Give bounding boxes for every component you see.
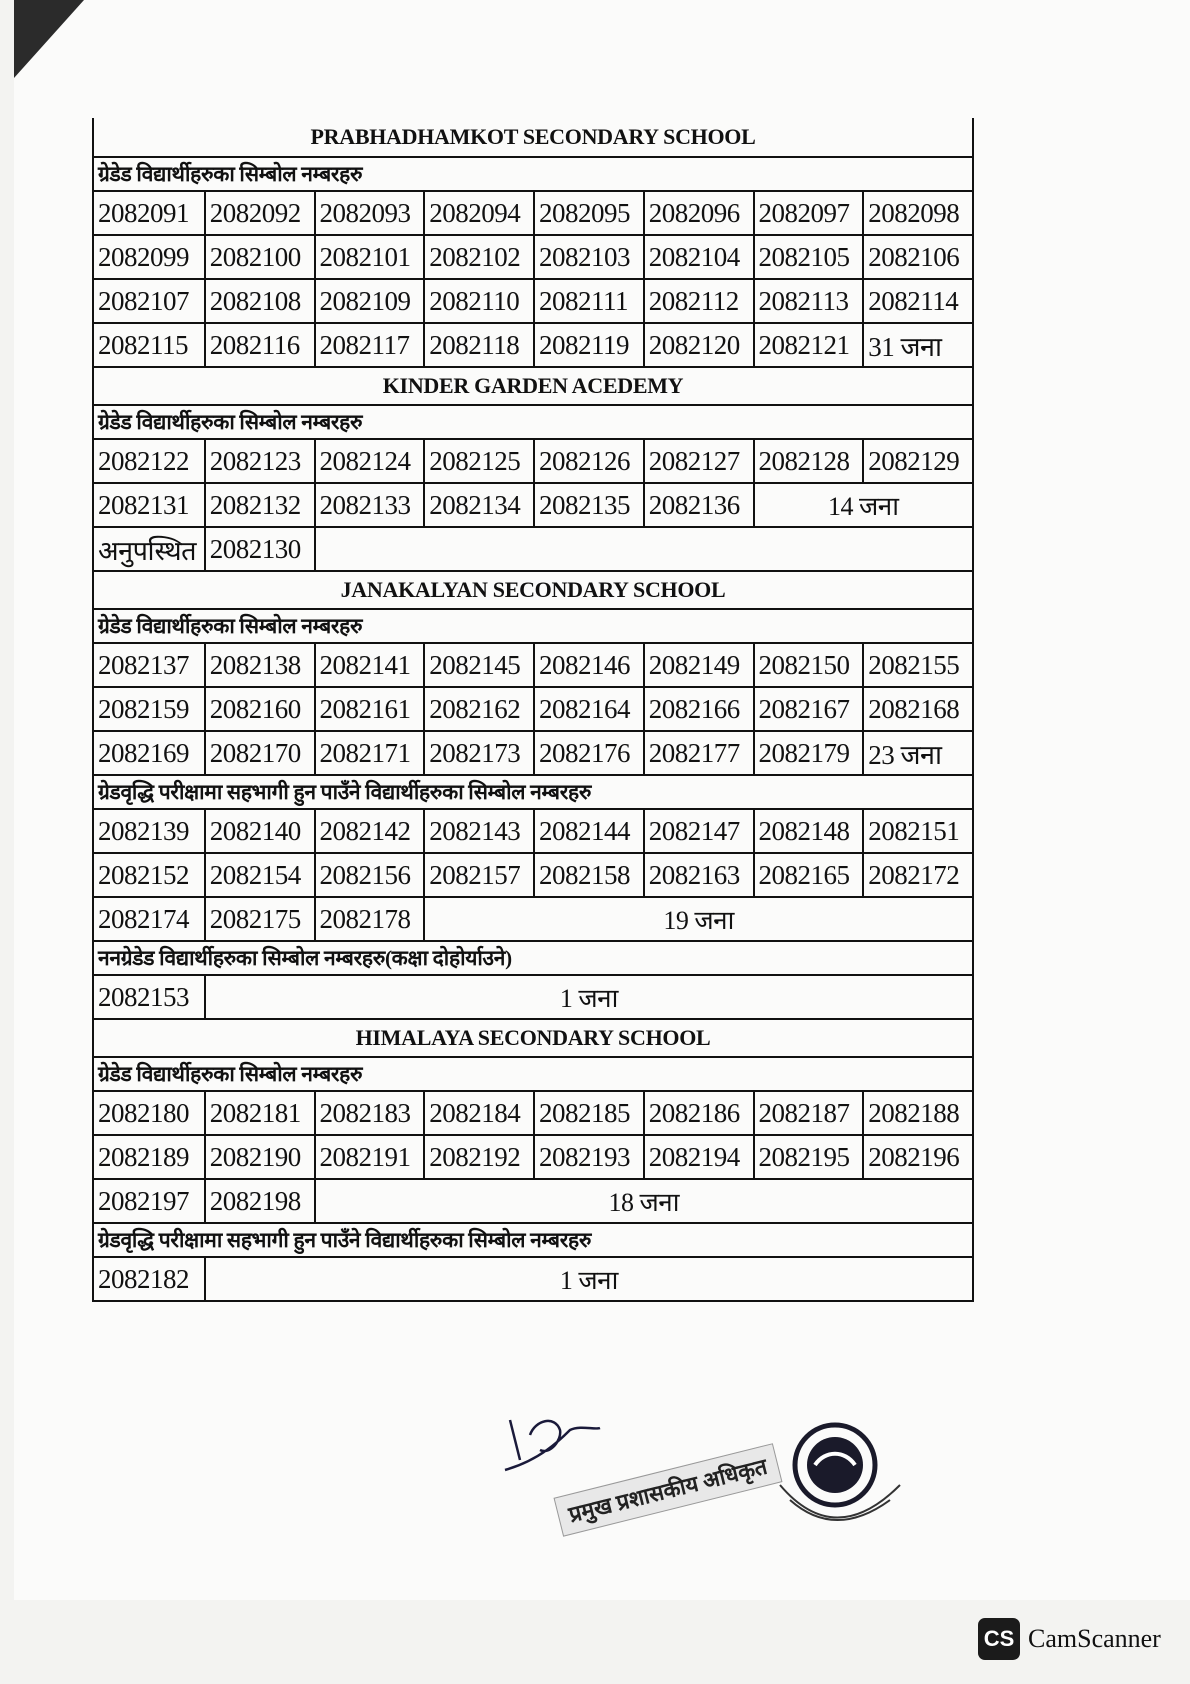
school-title: KINDER GARDEN ACEDEMY bbox=[382, 373, 684, 398]
camscanner-watermark bbox=[978, 1618, 1161, 1660]
symbol-number-cell: 2082103 bbox=[533, 236, 643, 278]
absent-label: अनुपस्थित bbox=[98, 535, 197, 566]
symbol-number-cell: 2082091 bbox=[98, 197, 189, 228]
symbol-number-cell: 2082108 bbox=[204, 280, 314, 322]
symbol-number-cell: 2082116 bbox=[204, 324, 314, 366]
school-title: JANAKALYAN SECONDARY SCHOOL bbox=[340, 577, 726, 602]
symbol-number-cell: 2082111 bbox=[533, 280, 643, 322]
symbol-number-cell: 2082105 bbox=[753, 236, 863, 278]
symbol-number-cell: 2082140 bbox=[204, 810, 314, 852]
count-cell: 19 जना bbox=[423, 898, 972, 940]
symbol-number-cell: 2082179 bbox=[753, 732, 863, 774]
symbol-number-cell: 2082162 bbox=[423, 688, 533, 730]
symbol-number-cell: 2082161 bbox=[314, 688, 424, 730]
table-row bbox=[94, 896, 972, 940]
symbol-number-cell: 2082098 bbox=[862, 192, 972, 234]
symbol-number-cell: 2082134 bbox=[423, 484, 533, 526]
symbol-number-cell: 2082195 bbox=[753, 1136, 863, 1178]
symbol-number-cell: 2082146 bbox=[533, 644, 643, 686]
symbol-number-cell: 2082153 bbox=[98, 981, 189, 1012]
school-title-row bbox=[94, 1018, 972, 1056]
symbol-number-cell: 2082092 bbox=[204, 192, 314, 234]
symbol-number-cell: 2082133 bbox=[314, 484, 424, 526]
symbol-number-cell: 2082114 bbox=[862, 280, 972, 322]
symbol-number-cell: 2082101 bbox=[314, 236, 424, 278]
graded-heading: ग्रेडेड विद्यार्थीहरुका सिम्बोल नम्बरहरु bbox=[98, 614, 363, 638]
symbol-number-cell: 2082141 bbox=[314, 644, 424, 686]
symbol-number-cell: 2082135 bbox=[533, 484, 643, 526]
symbol-number-cell: 2082191 bbox=[314, 1136, 424, 1178]
emblem-seal-icon bbox=[750, 1390, 920, 1560]
symbol-number-cell: 2082170 bbox=[204, 732, 314, 774]
graded-heading: ग्रेडेड विद्यार्थीहरुका सिम्बोल नम्बरहरु bbox=[98, 162, 363, 186]
footer-stamps bbox=[500, 1400, 960, 1570]
symbol-number-cell: 2082129 bbox=[862, 440, 972, 482]
table-row bbox=[94, 852, 972, 896]
symbol-number-cell: 2082120 bbox=[643, 324, 753, 366]
table-row bbox=[94, 278, 972, 322]
symbol-number-cell: 2082144 bbox=[533, 810, 643, 852]
absent-row bbox=[94, 526, 972, 570]
symbol-number-cell: 2082159 bbox=[98, 693, 189, 724]
symbol-number-cell: 2082099 bbox=[98, 241, 189, 272]
signature-icon bbox=[500, 1400, 620, 1490]
symbol-number-cell: 2082127 bbox=[643, 440, 753, 482]
graded-heading-row bbox=[94, 1056, 972, 1090]
symbol-number-cell: 2082172 bbox=[862, 854, 972, 896]
school-title-row bbox=[94, 366, 972, 404]
symbol-number-cell: 2082174 bbox=[98, 903, 189, 934]
table-row bbox=[94, 438, 972, 482]
symbol-number-cell: 2082117 bbox=[314, 324, 424, 366]
table-row bbox=[94, 808, 972, 852]
symbol-number-cell: 2082094 bbox=[423, 192, 533, 234]
symbol-number-cell: 2082128 bbox=[753, 440, 863, 482]
symbol-number-cell: 2082187 bbox=[753, 1092, 863, 1134]
symbol-number-cell: 2082113 bbox=[753, 280, 863, 322]
school-title: HIMALAYA SECONDARY SCHOOL bbox=[355, 1025, 711, 1050]
upgrade-row bbox=[94, 1256, 972, 1300]
table-row bbox=[94, 1090, 972, 1134]
symbol-number-cell: 2082189 bbox=[98, 1141, 189, 1172]
symbol-number-cell: 2082160 bbox=[204, 688, 314, 730]
table-row bbox=[94, 234, 972, 278]
camscanner-logo-icon: CS bbox=[978, 1618, 1020, 1660]
symbol-number-cell: 2082190 bbox=[204, 1136, 314, 1178]
graded-heading-row bbox=[94, 156, 972, 190]
symbol-number-cell: 2082097 bbox=[753, 192, 863, 234]
symbol-number-cell: 2082156 bbox=[314, 854, 424, 896]
symbol-number-cell: 2082173 bbox=[423, 732, 533, 774]
absent-value: 2082130 bbox=[204, 528, 314, 570]
symbol-number-cell: 2082163 bbox=[643, 854, 753, 896]
upgrade-heading-row bbox=[94, 774, 972, 808]
symbol-number-cell: 2082154 bbox=[204, 854, 314, 896]
designation-stamp: प्रमुख प्रशासकीय अधिकृत bbox=[554, 1443, 783, 1536]
school-title-row bbox=[94, 118, 972, 156]
school-title-row bbox=[94, 570, 972, 608]
symbol-number-cell: 2082123 bbox=[204, 440, 314, 482]
symbol-number-cell: 2082198 bbox=[204, 1180, 314, 1222]
symbol-number-cell: 2082145 bbox=[423, 644, 533, 686]
symbol-number-cell: 2082096 bbox=[643, 192, 753, 234]
table-row bbox=[94, 190, 972, 234]
symbol-number-cell: 2082164 bbox=[533, 688, 643, 730]
symbol-number-cell: 2082186 bbox=[643, 1092, 753, 1134]
symbol-number-cell: 2082193 bbox=[533, 1136, 643, 1178]
symbol-number-cell: 2082196 bbox=[862, 1136, 972, 1178]
symbol-number-cell: 2082152 bbox=[98, 859, 189, 890]
symbol-number-cell: 2082124 bbox=[314, 440, 424, 482]
symbol-number-cell: 2082136 bbox=[643, 484, 753, 526]
table-row bbox=[94, 686, 972, 730]
nongraded-heading: ननग्रेडेड विद्यार्थीहरुका सिम्बोल नम्बरहरु(कक्षा दोहोर्याउने) bbox=[98, 946, 512, 970]
table-row bbox=[94, 1178, 972, 1222]
upgrade-heading-row bbox=[94, 1222, 972, 1256]
symbol-number-cell: 2082192 bbox=[423, 1136, 533, 1178]
symbol-number-cell: 2082157 bbox=[423, 854, 533, 896]
symbol-number-cell: 2082175 bbox=[204, 898, 314, 940]
count-cell: 1 जना bbox=[204, 976, 972, 1018]
symbol-number-cell: 2082109 bbox=[314, 280, 424, 322]
symbol-number-cell: 2082176 bbox=[533, 732, 643, 774]
symbol-number-cell: 2082119 bbox=[533, 324, 643, 366]
count-cell: 14 जना bbox=[753, 484, 973, 526]
symbol-number-cell: 2082194 bbox=[643, 1136, 753, 1178]
symbol-number-cell: 2082142 bbox=[314, 810, 424, 852]
symbol-number-cell: 2082100 bbox=[204, 236, 314, 278]
table-row bbox=[94, 642, 972, 686]
symbol-number-cell: 2082185 bbox=[533, 1092, 643, 1134]
symbol-number-cell: 2082184 bbox=[423, 1092, 533, 1134]
table-row bbox=[94, 730, 972, 774]
symbol-number-cell: 2082139 bbox=[98, 815, 189, 846]
symbol-number-cell: 2082165 bbox=[753, 854, 863, 896]
symbol-number-cell: 2082168 bbox=[862, 688, 972, 730]
symbol-number-cell: 2082121 bbox=[753, 324, 863, 366]
symbol-number-cell: 2082158 bbox=[533, 854, 643, 896]
count-cell: 1 जना bbox=[204, 1258, 972, 1300]
symbol-number-cell: 2082102 bbox=[423, 236, 533, 278]
symbol-number-cell: 2082138 bbox=[204, 644, 314, 686]
upgrade-heading: ग्रेडवृद्धि परीक्षामा सहभागी हुन पाउँने विद्यार्थीहरुका सिम्बोल नम्बरहरु bbox=[98, 1228, 592, 1252]
symbol-number-cell: 2082182 bbox=[98, 1263, 189, 1294]
symbol-number-cell: 2082137 bbox=[98, 649, 189, 680]
nongraded-heading-row bbox=[94, 940, 972, 974]
school-title: PRABHADHAMKOT SECONDARY SCHOOL bbox=[310, 124, 756, 149]
symbol-number-cell: 2082183 bbox=[314, 1092, 424, 1134]
result-table bbox=[92, 118, 974, 1302]
symbol-number-cell: 2082181 bbox=[204, 1092, 314, 1134]
symbol-number-cell: 2082104 bbox=[643, 236, 753, 278]
symbol-number-cell: 2082107 bbox=[98, 285, 189, 316]
camscanner-name: CamScanner bbox=[1028, 1624, 1161, 1653]
table-row bbox=[94, 482, 972, 526]
symbol-number-cell: 2082126 bbox=[533, 440, 643, 482]
upgrade-heading: ग्रेडवृद्धि परीक्षामा सहभागी हुन पाउँने विद्यार्थीहरुका सिम्बोल नम्बरहरु bbox=[98, 780, 592, 804]
symbol-number-cell: 2082197 bbox=[98, 1185, 189, 1216]
symbol-number-cell: 2082149 bbox=[643, 644, 753, 686]
symbol-number-cell: 2082155 bbox=[862, 644, 972, 686]
symbol-number-cell: 2082131 bbox=[98, 489, 189, 520]
symbol-number-cell: 2082148 bbox=[753, 810, 863, 852]
symbol-number-cell: 2082147 bbox=[643, 810, 753, 852]
symbol-number-cell: 2082177 bbox=[643, 732, 753, 774]
symbol-number-cell: 2082171 bbox=[314, 732, 424, 774]
symbol-number-cell: 2082112 bbox=[643, 280, 753, 322]
symbol-number-cell: 2082132 bbox=[204, 484, 314, 526]
symbol-number-cell: 2082118 bbox=[423, 324, 533, 366]
symbol-number-cell: 2082093 bbox=[314, 192, 424, 234]
graded-heading-row bbox=[94, 608, 972, 642]
symbol-number-cell: 2082095 bbox=[533, 192, 643, 234]
symbol-number-cell: 2082178 bbox=[314, 898, 424, 940]
scan-corner-shadow bbox=[14, 0, 84, 78]
count-cell: 23 जना bbox=[862, 732, 972, 774]
symbol-number-cell: 2082125 bbox=[423, 440, 533, 482]
symbol-number-cell: 2082122 bbox=[98, 445, 189, 476]
count-cell: 31 जना bbox=[862, 324, 972, 366]
table-row bbox=[94, 1134, 972, 1178]
symbol-number-cell: 2082106 bbox=[862, 236, 972, 278]
nongraded-row bbox=[94, 974, 972, 1018]
graded-heading: ग्रेडेड विद्यार्थीहरुका सिम्बोल नम्बरहरु bbox=[98, 410, 363, 434]
symbol-number-cell: 2082169 bbox=[98, 737, 189, 768]
symbol-number-cell: 2082180 bbox=[98, 1097, 189, 1128]
symbol-number-cell: 2082166 bbox=[643, 688, 753, 730]
absent-filler bbox=[314, 528, 973, 570]
table-row bbox=[94, 322, 972, 366]
symbol-number-cell: 2082151 bbox=[862, 810, 972, 852]
graded-heading: ग्रेडेड विद्यार्थीहरुका सिम्बोल नम्बरहरु bbox=[98, 1062, 363, 1086]
symbol-number-cell: 2082167 bbox=[753, 688, 863, 730]
graded-heading-row bbox=[94, 404, 972, 438]
symbol-number-cell: 2082188 bbox=[862, 1092, 972, 1134]
count-cell: 18 जना bbox=[314, 1180, 973, 1222]
symbol-number-cell: 2082143 bbox=[423, 810, 533, 852]
symbol-number-cell: 2082110 bbox=[423, 280, 533, 322]
symbol-number-cell: 2082150 bbox=[753, 644, 863, 686]
symbol-number-cell: 2082115 bbox=[98, 329, 188, 360]
